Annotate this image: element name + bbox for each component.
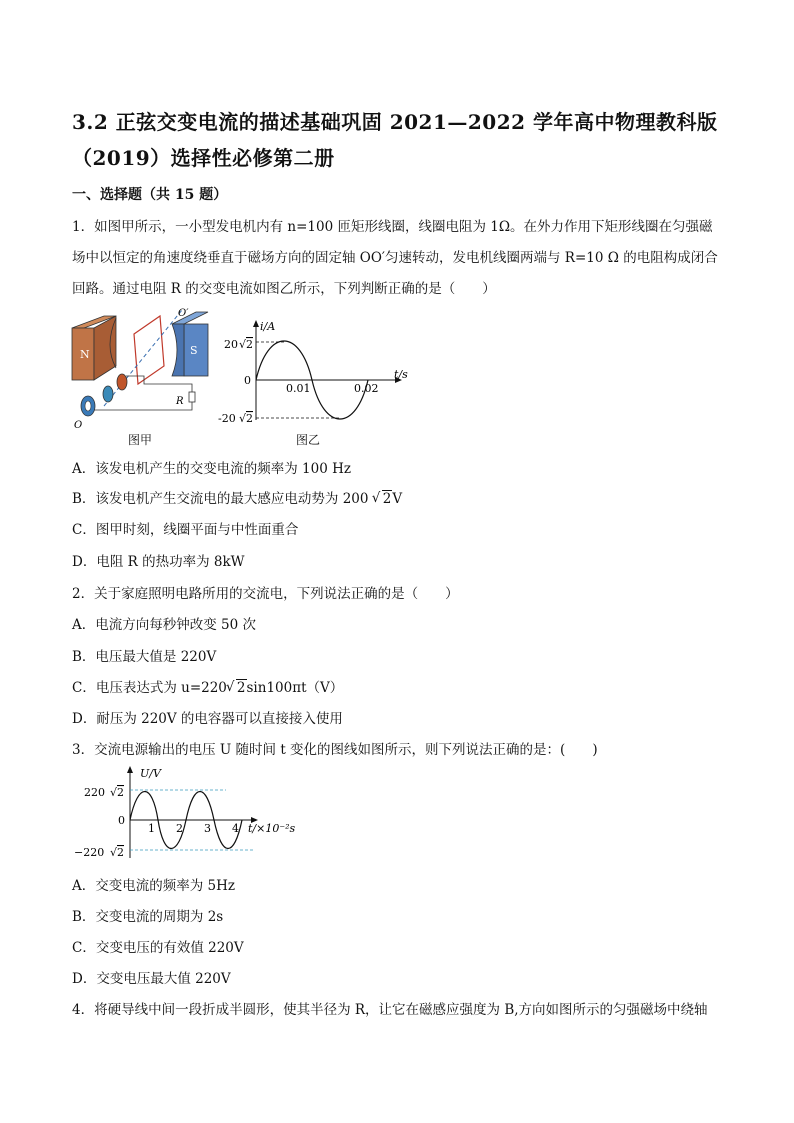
x-axis-label: t/×10⁻²s bbox=[248, 822, 296, 835]
magnet-s-label: S bbox=[190, 344, 198, 357]
figure-b-caption: 图乙 bbox=[296, 433, 321, 447]
origin-label: 0 bbox=[118, 814, 125, 827]
bottom-value-root: 2 bbox=[117, 846, 124, 859]
q2-option-d: D．耐压为 220V 的电容器可以直接接入使用 bbox=[72, 711, 343, 727]
top-value-label: 220 bbox=[84, 786, 105, 799]
section-heading: 一、选择题（共 15 题） bbox=[72, 187, 228, 203]
question-1-text: 1．如图甲所示，一小型发电机内有 n=100 匝矩形线圈，线圈电阻为 1Ω。在外力作用下矩形线圈在匀强磁场中以恒定的角速度绕垂直于磁场方向的固定轴 OO′匀速转动，发电机线圈两端与 R=10 Ω 的电阻构成闭合回路。通过电阻 R 的交变电流如图乙所示，下列判断正确的是（ ） bbox=[72, 219, 718, 297]
top-value-root: 2 bbox=[117, 786, 124, 799]
tick-4-label: 4 bbox=[232, 822, 239, 835]
axis-o-label: O bbox=[74, 420, 83, 431]
q2-option-a: A．电流方向每秒钟改变 50 次 bbox=[72, 617, 257, 633]
figure-current-graph bbox=[216, 318, 416, 424]
q2-option-b: B．电压最大值是 220V bbox=[72, 649, 217, 665]
question-3-text: 3．交流电源输出的电压 U 随时间 t 变化的图线如图所示，则下列说法正确的是：( ) bbox=[72, 742, 598, 758]
tick-3-label: 3 bbox=[204, 822, 211, 835]
top-value-label: 20 bbox=[224, 338, 238, 351]
svg-text:√: √ bbox=[110, 846, 118, 859]
q1-option-d: D．电阻 R 的热功率为 8kW bbox=[72, 554, 245, 570]
y-axis-label: U/V bbox=[140, 767, 161, 780]
q3-option-c: C．交变电压的有效值 220V bbox=[72, 940, 244, 956]
tick-001-label: 0.01 bbox=[286, 382, 311, 395]
svg-text:√: √ bbox=[239, 338, 247, 351]
y-axis-label: i/A bbox=[260, 320, 276, 333]
bottom-value-label: -20 bbox=[218, 412, 236, 424]
question-2-text: 2．关于家庭照明电路所用的交流电，下列说法正确的是（ ） bbox=[72, 586, 459, 602]
q1-option-c: C．图甲时刻，线圈平面与中性面重合 bbox=[72, 522, 299, 538]
figure-a-caption: 图甲 bbox=[128, 433, 153, 447]
q3-option-b: B．交变电流的周期为 2s bbox=[72, 909, 224, 925]
top-value-root: 2 bbox=[246, 338, 253, 351]
q3-option-d: D．交变电压最大值 220V bbox=[72, 971, 231, 987]
question-4-text: 4．将硬导线中间一段折成半圆形，使其半径为 R，让它在磁感应强度为 B,方向如图所示的匀强磁场中绕轴 bbox=[72, 1002, 708, 1018]
tick-1-label: 1 bbox=[148, 822, 155, 835]
figure-generator-diagram bbox=[64, 306, 214, 431]
tick-2-label: 2 bbox=[176, 822, 183, 835]
q3-option-a: A．交变电流的频率为 5Hz bbox=[72, 878, 236, 894]
x-axis-label: t/s bbox=[394, 368, 408, 381]
bottom-value-label: −220 bbox=[74, 846, 105, 859]
bottom-value-root: 2 bbox=[246, 412, 253, 424]
q2-option-c: C．电压表达式为 u=220√ 2sin100πt（V） bbox=[72, 676, 343, 696]
tick-002-label: 0.02 bbox=[354, 382, 379, 395]
magnet-n-label: N bbox=[80, 348, 90, 361]
page-title: 3.2 正弦交变电流的描述基础巩固 2021—2022 学年高中物理教科版（2019）选择性必修第二册 bbox=[72, 110, 718, 170]
svg-text:√: √ bbox=[239, 412, 247, 424]
svg-text:√: √ bbox=[110, 786, 118, 799]
figure-voltage-graph bbox=[72, 764, 312, 860]
q1-option-a: A．该发电机产生的交变电流的频率为 100 Hz bbox=[72, 461, 351, 477]
axis-o-prime-label: O′ bbox=[178, 308, 189, 319]
origin-label: 0 bbox=[244, 374, 251, 387]
q1-option-b: B．该发电机产生交流电的最大感应电动势为 200 √ 2V bbox=[72, 487, 402, 507]
resistor-r-label: R bbox=[176, 396, 184, 407]
